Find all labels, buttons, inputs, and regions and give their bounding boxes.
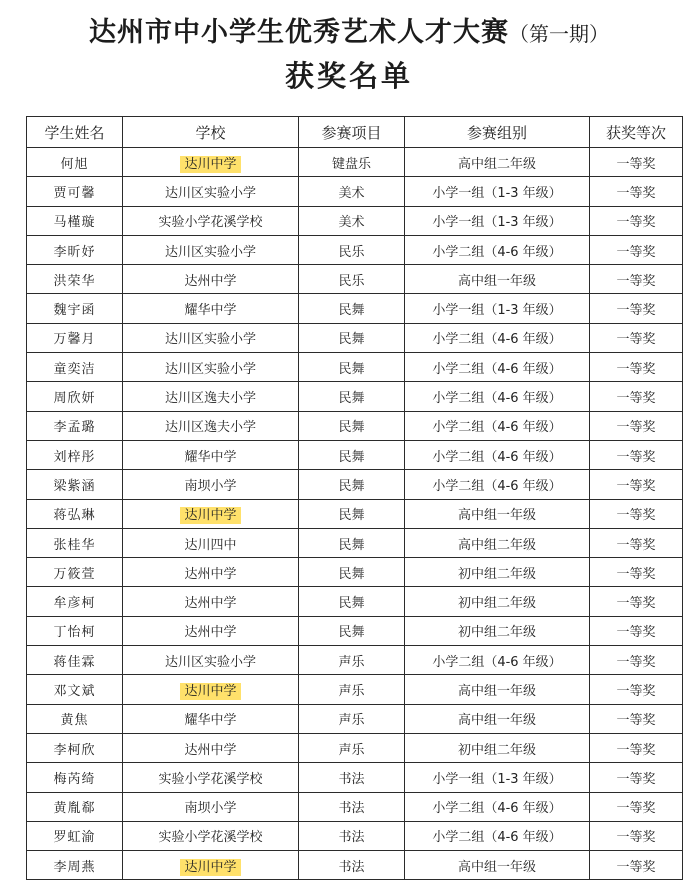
cell-group: 小学二组（4-6 年级） — [405, 821, 590, 850]
cell-group: 高中组一年级 — [405, 704, 590, 733]
cell-school: 实验小学花溪学校 — [123, 821, 299, 850]
header-group: 参赛组别 — [405, 117, 590, 148]
cell-award-level: 一等奖 — [590, 294, 683, 323]
cell-award-level: 一等奖 — [590, 558, 683, 587]
cell-project: 书法 — [299, 821, 405, 850]
cell-school: 实验小学花溪学校 — [123, 206, 299, 235]
cell-student-name: 梁紫涵 — [27, 470, 123, 499]
cell-student-name: 李周燕 — [27, 851, 123, 880]
header-award-level: 获奖等次 — [590, 117, 683, 148]
cell-school: 南坝小学 — [123, 792, 299, 821]
cell-group: 小学二组（4-6 年级） — [405, 235, 590, 264]
cell-group: 小学二组（4-6 年级） — [405, 411, 590, 440]
table-row — [27, 704, 683, 733]
cell-group: 初中组二年级 — [405, 558, 590, 587]
cell-project: 民舞 — [299, 470, 405, 499]
cell-school: 达川区逸夫小学 — [123, 382, 299, 411]
cell-student-name: 张桂华 — [27, 528, 123, 557]
table-row — [27, 821, 683, 850]
cell-group: 高中组二年级 — [405, 528, 590, 557]
cell-student-name: 邓文斌 — [27, 675, 123, 704]
table-row — [27, 235, 683, 264]
table-row — [27, 411, 683, 440]
table-row — [27, 353, 683, 382]
table-row — [27, 440, 683, 469]
cell-project: 民舞 — [299, 294, 405, 323]
document-title — [0, 10, 698, 49]
cell-student-name: 李孟璐 — [27, 411, 123, 440]
cell-award-level: 一等奖 — [590, 206, 683, 235]
table-row — [27, 382, 683, 411]
cell-school: 达州中学 — [123, 265, 299, 294]
table-row — [27, 470, 683, 499]
cell-school: 达川区实验小学 — [123, 235, 299, 264]
cell-school: 达川四中 — [123, 528, 299, 557]
cell-project: 书法 — [299, 763, 405, 792]
cell-group: 小学一组（1-3 年级） — [405, 177, 590, 206]
cell-award-level: 一等奖 — [590, 616, 683, 645]
cell-award-level: 一等奖 — [590, 411, 683, 440]
cell-project: 民舞 — [299, 323, 405, 352]
cell-school: 达川区实验小学 — [123, 646, 299, 675]
highlighted-school: 达川中学 — [180, 859, 240, 876]
table-row — [27, 646, 683, 675]
cell-student-name: 罗虹渝 — [27, 821, 123, 850]
cell-group: 小学二组（4-6 年级） — [405, 440, 590, 469]
cell-group: 小学二组（4-6 年级） — [405, 646, 590, 675]
table-row — [27, 851, 683, 880]
cell-award-level: 一等奖 — [590, 792, 683, 821]
table-row — [27, 265, 683, 294]
cell-group: 小学一组（1-3 年级） — [405, 294, 590, 323]
cell-project: 键盘乐 — [299, 148, 405, 177]
cell-student-name: 刘梓彤 — [27, 440, 123, 469]
cell-school — [123, 499, 299, 528]
cell-student-name: 丁怡柯 — [27, 616, 123, 645]
cell-school — [123, 851, 299, 880]
table-row — [27, 206, 683, 235]
cell-award-level: 一等奖 — [590, 235, 683, 264]
cell-project: 声乐 — [299, 646, 405, 675]
cell-group: 高中组一年级 — [405, 265, 590, 294]
cell-student-name: 童奕洁 — [27, 353, 123, 382]
table-row — [27, 499, 683, 528]
cell-student-name: 牟彦柯 — [27, 587, 123, 616]
cell-student-name: 蒋弘琳 — [27, 499, 123, 528]
cell-project: 民舞 — [299, 616, 405, 645]
title-issue: （第一期） — [509, 22, 609, 46]
cell-project: 民乐 — [299, 235, 405, 264]
cell-project: 声乐 — [299, 733, 405, 762]
cell-project: 书法 — [299, 851, 405, 880]
cell-group: 小学二组（4-6 年级） — [405, 470, 590, 499]
cell-student-name: 蒋佳霖 — [27, 646, 123, 675]
cell-school: 耀华中学 — [123, 294, 299, 323]
cell-award-level: 一等奖 — [590, 470, 683, 499]
cell-award-level: 一等奖 — [590, 733, 683, 762]
cell-project: 美术 — [299, 177, 405, 206]
table-row — [27, 792, 683, 821]
cell-project: 声乐 — [299, 675, 405, 704]
table-row — [27, 323, 683, 352]
cell-award-level: 一等奖 — [590, 265, 683, 294]
cell-project: 民舞 — [299, 440, 405, 469]
cell-group: 小学二组（4-6 年级） — [405, 792, 590, 821]
table-row — [27, 294, 683, 323]
cell-student-name: 马槿璇 — [27, 206, 123, 235]
header-student-name: 学生姓名 — [27, 117, 123, 148]
cell-group: 小学二组（4-6 年级） — [405, 323, 590, 352]
document-subtitle: 获奖名单 — [284, 59, 413, 93]
award-table — [26, 116, 683, 880]
cell-group: 高中组二年级 — [405, 148, 590, 177]
cell-award-level: 一等奖 — [590, 499, 683, 528]
cell-project: 民舞 — [299, 587, 405, 616]
table-row — [27, 177, 683, 206]
cell-group: 高中组一年级 — [405, 675, 590, 704]
cell-award-level: 一等奖 — [590, 323, 683, 352]
cell-student-name: 黄焦 — [27, 704, 123, 733]
table-row — [27, 558, 683, 587]
table-header-row — [27, 117, 683, 148]
cell-school: 实验小学花溪学校 — [123, 763, 299, 792]
cell-award-level: 一等奖 — [590, 440, 683, 469]
cell-group: 初中组二年级 — [405, 587, 590, 616]
cell-school: 达川区逸夫小学 — [123, 411, 299, 440]
cell-school: 达州中学 — [123, 733, 299, 762]
cell-school: 耀华中学 — [123, 704, 299, 733]
cell-project: 民舞 — [299, 528, 405, 557]
cell-student-name: 何旭 — [27, 148, 123, 177]
header-project: 参赛项目 — [299, 117, 405, 148]
title-main: 达州市中小学生优秀艺术人才大赛 — [89, 17, 509, 48]
cell-group: 初中组二年级 — [405, 616, 590, 645]
cell-school: 耀华中学 — [123, 440, 299, 469]
cell-student-name: 周欣妍 — [27, 382, 123, 411]
cell-student-name: 梅芮绮 — [27, 763, 123, 792]
table-row — [27, 148, 683, 177]
cell-award-level: 一等奖 — [590, 177, 683, 206]
cell-award-level: 一等奖 — [590, 851, 683, 880]
cell-award-level: 一等奖 — [590, 528, 683, 557]
cell-project: 民舞 — [299, 382, 405, 411]
cell-project: 声乐 — [299, 704, 405, 733]
table-row — [27, 616, 683, 645]
table-row — [27, 763, 683, 792]
cell-group: 小学一组（1-3 年级） — [405, 206, 590, 235]
cell-group: 高中组一年级 — [405, 499, 590, 528]
highlighted-school: 达川中学 — [180, 507, 240, 524]
cell-group: 小学二组（4-6 年级） — [405, 353, 590, 382]
cell-group: 小学二组（4-6 年级） — [405, 382, 590, 411]
cell-award-level: 一等奖 — [590, 821, 683, 850]
header-school: 学校 — [123, 117, 299, 148]
cell-group: 小学一组（1-3 年级） — [405, 763, 590, 792]
cell-project: 民乐 — [299, 265, 405, 294]
cell-student-name: 黄胤郗 — [27, 792, 123, 821]
cell-school: 达州中学 — [123, 558, 299, 587]
cell-school: 达州中学 — [123, 616, 299, 645]
cell-project: 民舞 — [299, 353, 405, 382]
cell-student-name: 李昕妤 — [27, 235, 123, 264]
cell-project: 民舞 — [299, 558, 405, 587]
cell-student-name: 魏宇函 — [27, 294, 123, 323]
cell-award-level: 一等奖 — [590, 148, 683, 177]
table-row — [27, 587, 683, 616]
table-body — [27, 148, 683, 880]
cell-school: 达川区实验小学 — [123, 323, 299, 352]
cell-award-level: 一等奖 — [590, 587, 683, 616]
highlighted-school: 达川中学 — [180, 683, 240, 700]
cell-award-level: 一等奖 — [590, 353, 683, 382]
cell-award-level: 一等奖 — [590, 675, 683, 704]
cell-award-level: 一等奖 — [590, 646, 683, 675]
cell-student-name: 万馨月 — [27, 323, 123, 352]
cell-project: 民舞 — [299, 411, 405, 440]
cell-award-level: 一等奖 — [590, 382, 683, 411]
highlighted-school: 达川中学 — [180, 156, 240, 173]
cell-school: 南坝小学 — [123, 470, 299, 499]
cell-school: 达州中学 — [123, 587, 299, 616]
cell-student-name: 万筱萱 — [27, 558, 123, 587]
cell-student-name: 李柯欣 — [27, 733, 123, 762]
cell-project: 美术 — [299, 206, 405, 235]
table-row — [27, 675, 683, 704]
cell-student-name: 洪荣华 — [27, 265, 123, 294]
cell-school — [123, 675, 299, 704]
cell-group: 初中组二年级 — [405, 733, 590, 762]
cell-project: 民舞 — [299, 499, 405, 528]
cell-school: 达川区实验小学 — [123, 353, 299, 382]
cell-school: 达川区实验小学 — [123, 177, 299, 206]
cell-award-level: 一等奖 — [590, 763, 683, 792]
cell-award-level: 一等奖 — [590, 704, 683, 733]
cell-project: 书法 — [299, 792, 405, 821]
cell-student-name: 贾可馨 — [27, 177, 123, 206]
cell-group: 高中组一年级 — [405, 851, 590, 880]
table-row — [27, 528, 683, 557]
cell-school — [123, 148, 299, 177]
table-row — [27, 733, 683, 762]
